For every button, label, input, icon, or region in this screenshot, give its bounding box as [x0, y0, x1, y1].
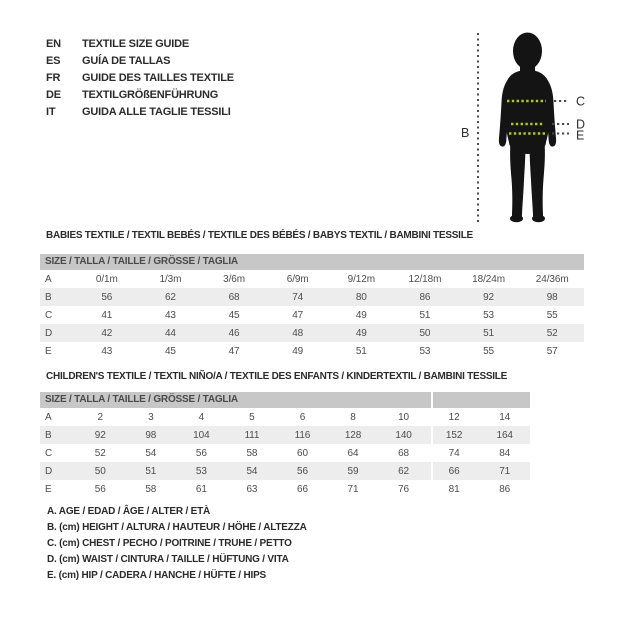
value-cell: 63 — [246, 483, 258, 495]
value-cell: 111 — [244, 429, 260, 441]
value-cell: 68 — [398, 447, 410, 459]
row-label-cell: C — [45, 309, 53, 321]
size-table-row — [40, 306, 584, 324]
value-cell: 74 — [292, 291, 304, 303]
value-cell: 152 — [445, 429, 463, 441]
size-table-row — [40, 342, 584, 360]
value-cell: 128 — [344, 429, 362, 441]
value-cell: 81 — [448, 483, 460, 495]
value-cell: 98 — [145, 429, 157, 441]
child-measurement-figure — [455, 15, 605, 230]
language-code: EN — [46, 38, 61, 50]
waist-label: D — [576, 117, 586, 132]
value-cell: 71 — [499, 465, 511, 477]
value-cell: 51 — [483, 327, 495, 339]
language-row — [46, 36, 234, 53]
row-label-cell: A — [45, 273, 52, 285]
value-cell: 61 — [195, 483, 207, 495]
hip-label: E — [576, 128, 585, 143]
value-cell: 51 — [355, 345, 367, 357]
legend-item: B. (cm) HEIGHT / ALTURA / HAUTEUR / HÖHE / ALTEZZA — [47, 522, 307, 533]
value-cell: 116 — [294, 429, 311, 441]
legend-item: A. AGE / EDAD / ÂGE / ALTER / ETÀ — [47, 506, 211, 517]
row-label-cell: B — [45, 291, 52, 303]
value-cell: 46 — [228, 327, 240, 339]
value-cell: 66 — [296, 483, 308, 495]
value-cell: 58 — [145, 483, 157, 495]
value-cell: 49 — [355, 309, 367, 321]
value-cell: 18/24m — [472, 273, 505, 285]
value-cell: 12 — [448, 411, 460, 423]
value-cell: 1/3m — [159, 273, 182, 285]
value-cell: 140 — [395, 429, 412, 441]
row-label-cell: D — [45, 465, 53, 477]
value-cell: 58 — [246, 447, 258, 459]
children-size-table — [40, 392, 530, 498]
size-table-row — [40, 408, 530, 426]
language-title: TEXTILGRÖßENFÜHRUNG — [82, 89, 219, 101]
value-cell: 86 — [499, 483, 511, 495]
babies-section-title: BABIES TEXTILE / TEXTIL BEBÉS / TEXTILE DES BÉBÉS / BABYS TEXTIL / BAMBINI TESSILE — [46, 230, 473, 241]
value-cell: 52 — [546, 327, 558, 339]
language-header — [46, 36, 234, 121]
measurement-legend — [47, 504, 307, 584]
value-cell: 9/12m — [347, 273, 375, 285]
value-cell: 57 — [546, 345, 558, 357]
value-cell: 51 — [419, 309, 431, 321]
value-cell: 24/36m — [535, 273, 569, 285]
size-table-row — [40, 480, 530, 498]
language-code: IT — [46, 106, 56, 118]
children-size-header-bar: SIZE / TALLA / TAILLE / GRÖSSE / TAGLIA — [40, 392, 530, 408]
size-table-row — [40, 444, 530, 462]
row-label-cell: C — [45, 447, 53, 459]
value-cell: 50 — [94, 465, 106, 477]
row-label-cell: A — [45, 411, 52, 423]
child-figure-svg — [455, 15, 605, 230]
value-cell: 86 — [419, 291, 431, 303]
legend-item: E. (cm) HIP / CADERA / HANCHE / HÜFTE / HIPS — [47, 570, 267, 581]
value-cell: 56 — [296, 465, 308, 477]
language-code: DE — [46, 89, 61, 101]
value-cell: 56 — [94, 483, 106, 495]
value-cell: 45 — [228, 309, 240, 321]
table-seam-line — [431, 392, 433, 498]
value-cell: 53 — [483, 309, 495, 321]
value-cell: 3/6m — [223, 273, 245, 285]
child-silhouette — [499, 33, 556, 223]
babies-size-grid — [40, 270, 584, 360]
value-cell: 64 — [347, 447, 359, 459]
row-label-cell: B — [45, 429, 52, 441]
value-cell: 62 — [398, 465, 410, 477]
legend-item: C. (cm) CHEST / PECHO / POITRINE / TRUHE / PETTO — [47, 538, 292, 549]
value-cell: 164 — [496, 429, 513, 441]
value-cell: 104 — [193, 429, 210, 441]
value-cell: 74 — [448, 447, 460, 459]
height-label: B — [461, 126, 470, 140]
language-row — [46, 104, 234, 121]
value-cell: 2 — [97, 411, 103, 423]
value-cell: 92 — [483, 291, 495, 303]
value-cell: 44 — [164, 327, 176, 339]
value-cell: 5 — [249, 411, 255, 423]
value-cell: 14 — [499, 411, 511, 423]
language-code: ES — [46, 55, 61, 67]
value-cell: 3 — [148, 411, 154, 423]
size-table-row — [40, 462, 530, 480]
value-cell: 48 — [292, 327, 304, 339]
row-label-cell: D — [45, 327, 53, 339]
value-cell: 43 — [101, 345, 113, 357]
language-row — [46, 53, 234, 70]
value-cell: 6 — [299, 411, 306, 423]
value-cell: 98 — [546, 291, 558, 303]
legend-item: D. (cm) WAIST / CINTURA / TAILLE / HÜFTUNG / VITA — [47, 554, 289, 565]
value-cell: 54 — [145, 447, 157, 459]
size-table-row — [40, 426, 530, 444]
size-table-row — [40, 270, 584, 288]
children-size-grid — [40, 408, 530, 498]
value-cell: 84 — [499, 447, 511, 459]
value-cell: 71 — [347, 483, 359, 495]
value-cell: 59 — [347, 465, 359, 477]
value-cell: 56 — [101, 291, 113, 303]
value-cell: 92 — [94, 429, 106, 441]
value-cell: 10 — [398, 411, 410, 423]
row-label-cell: E — [45, 483, 52, 495]
language-title: GUIDA ALLE TAGLIE TESSILI — [82, 106, 231, 118]
value-cell: 47 — [292, 309, 304, 321]
language-row — [46, 70, 234, 87]
value-cell: 41 — [101, 309, 113, 321]
value-cell: 49 — [355, 327, 367, 339]
language-title: GUÍA DE TALLAS — [82, 55, 171, 67]
value-cell: 80 — [355, 291, 367, 303]
row-label-cell: E — [45, 345, 52, 357]
value-cell: 42 — [101, 327, 113, 339]
language-row — [46, 87, 234, 104]
value-cell: 55 — [546, 309, 558, 321]
value-cell: 52 — [94, 447, 106, 459]
size-table-row — [40, 324, 584, 342]
value-cell: 43 — [164, 309, 176, 321]
value-cell: 6/9m — [286, 273, 309, 285]
value-cell: 55 — [483, 345, 495, 357]
language-title: TEXTILE SIZE GUIDE — [82, 38, 190, 50]
value-cell: 0/1m — [95, 273, 118, 285]
babies-size-table — [40, 254, 584, 360]
babies-size-header-bar: SIZE / TALLA / TAILLE / GRÖSSE / TAGLIA — [40, 254, 584, 270]
value-cell: 62 — [164, 291, 176, 303]
size-table-row — [40, 288, 584, 306]
value-cell: 76 — [398, 483, 410, 495]
value-cell: 50 — [419, 327, 431, 339]
value-cell: 66 — [448, 465, 460, 477]
value-cell: 56 — [195, 447, 207, 459]
value-cell: 47 — [228, 345, 240, 357]
value-cell: 45 — [164, 345, 176, 357]
value-cell: 8 — [350, 411, 356, 423]
value-cell: 12/18m — [408, 273, 442, 285]
value-cell: 4 — [198, 411, 205, 423]
language-code: FR — [46, 72, 61, 84]
value-cell: 60 — [296, 447, 308, 459]
value-cell: 53 — [195, 465, 207, 477]
language-title: GUIDE DES TAILLES TEXTILE — [82, 72, 234, 84]
value-cell: 54 — [246, 465, 258, 477]
value-cell: 68 — [228, 291, 240, 303]
children-section-title: CHILDREN'S TEXTILE / TEXTIL NIÑO/A / TEXTILE DES ENFANTS / KINDERTEXTIL / BAMBINI TESSILE — [46, 371, 508, 382]
value-cell: 49 — [292, 345, 304, 357]
value-cell: 51 — [145, 465, 157, 477]
chest-label: C — [576, 94, 586, 109]
value-cell: 53 — [419, 345, 431, 357]
